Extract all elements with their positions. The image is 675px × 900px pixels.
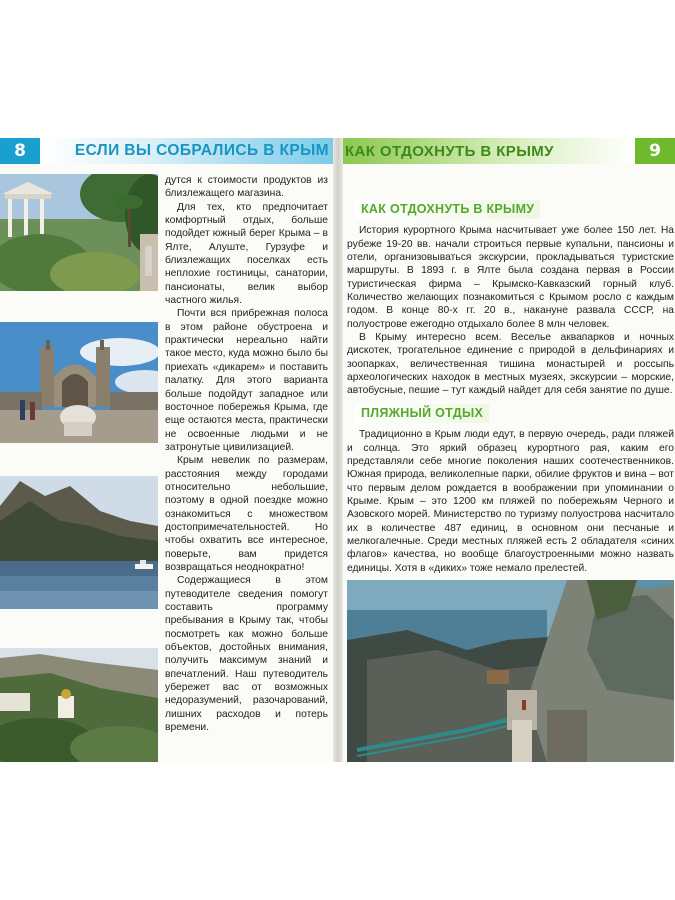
left-paragraph: дутся к стоимости продуктов из близлежащего магазина. xyxy=(165,175,328,200)
palace-lions-photo xyxy=(0,322,158,443)
left-header-title: ЕСЛИ ВЫ СОБРАЛИСЬ В КРЫМ xyxy=(40,138,333,164)
left-paragraph: Крым невелик по размерам, расстояния между городами относительно небольшие, поэтому в одной поездке можно ознакомиться с множеством достопримечательностей. Но чтобы охватить все интересное, поверьте, вам придется возвращаться неоднократно! xyxy=(165,455,328,573)
right-paragraph: В Крыму интересно всем. Веселье аквапарков и ночных дискотек, трогательное единение с природой в дельфинариях и зоопарках, величественная тишина монастырей и россыпь археологических находок в местных музеях, экскурсии – морские, автобусные, пешие – тут каждый найдет для себя занятие по душе. xyxy=(347,332,674,397)
left-page-number: 8 xyxy=(0,138,40,164)
right-paragraph: История курортного Крыма насчитывает уже более 150 лет. На рубеже 19-20 вв. начали строиться первые купальни, пансионы и отели, организовываться экскурсии, прокладываться туристские маршруты. В 1893 г. в Ялте была создана первая в России туристическая фирма – Крымско-Кавказский горный клуб. Количество желающих познакомиться с Крымом росло с каждым годом. В конце 80-х гг. 20 в., накануне развала СССР, на полуострове ежегодно отдыхало более 8 млн человек. xyxy=(347,225,674,330)
right-paragraph: Традиционно в Крым люди едут, в первую очередь, ради пляжей и солнца. Это яркий образец курортного рая, каким его представляли себе многие поколения наших соотечественников. Южная природа, великолепные парки, обилие фруктов и вина – вот что первым делом рождается в воображении при упоминании о Крыме. Крым – это 1200 км пляжей по побережьям Черного и Азовского морей. Министерство по туризму полуострова насчитало их в количестве 487 единиц, в основном они песчаные и мелкогалечные. Среди местных пляжей есть 2 обладателя «синих флагов» качества, но вообще благоустроенными можно назвать единицы. Хотя в «диких» тоже немало прелестей. xyxy=(347,429,674,574)
left-paragraph: Содержащиеся в этом путеводителе сведения помогут составить программу пребывания в Крыму так, чтобы посмотреть как можно больше объектов, достойных внимания, получить максимум знаний и впечатлений. Наш путеводитель убережет вас от возможных недоразумений, разочарований, лишних расходов и потерь времени. xyxy=(165,575,328,734)
book-spread xyxy=(0,138,675,762)
book-gutter xyxy=(333,138,343,762)
section-title-how-to-rest: КАК ОТДОХНУТЬ В КРЫМУ xyxy=(355,200,540,219)
bleed-through-text xyxy=(417,168,674,194)
coast-cliffs-photo xyxy=(0,476,158,609)
left-paragraph: Для тех, кто предпочитает комфортный отдых, больше подойдет южный берег Крыма – в Ялте, Алуште, Гурзуфе и близлежащих поселках есть неплохие гостиницы, санатории, пансионаты, велик выбор частного жилья. xyxy=(165,201,328,307)
left-page-header xyxy=(0,138,333,164)
right-page-header xyxy=(343,138,675,164)
right-page-number: 9 xyxy=(635,138,675,164)
monastery-hill-photo xyxy=(0,648,158,762)
left-paragraph: Почти вся прибрежная полоса в этом районе обустроена и практически нереально найти такое место, куда можно было бы приехать «дикарем» и поставить палатку. Для этого варианта больше подойдут западное или восточное побережья Крыма, где еще остаются места, практически не освоенные людьми и не затронутые цивилизацией. xyxy=(165,308,328,453)
section-title-beach: ПЛЯЖНЫЙ ОТДЫХ xyxy=(355,404,489,423)
beach-stairs-photo xyxy=(347,580,674,762)
right-page-text xyxy=(347,168,674,575)
left-page-text xyxy=(165,174,328,734)
park-gazebo-photo xyxy=(0,174,158,291)
right-header-title: КАК ОТДОХНУТЬ В КРЫМУ xyxy=(343,138,635,164)
